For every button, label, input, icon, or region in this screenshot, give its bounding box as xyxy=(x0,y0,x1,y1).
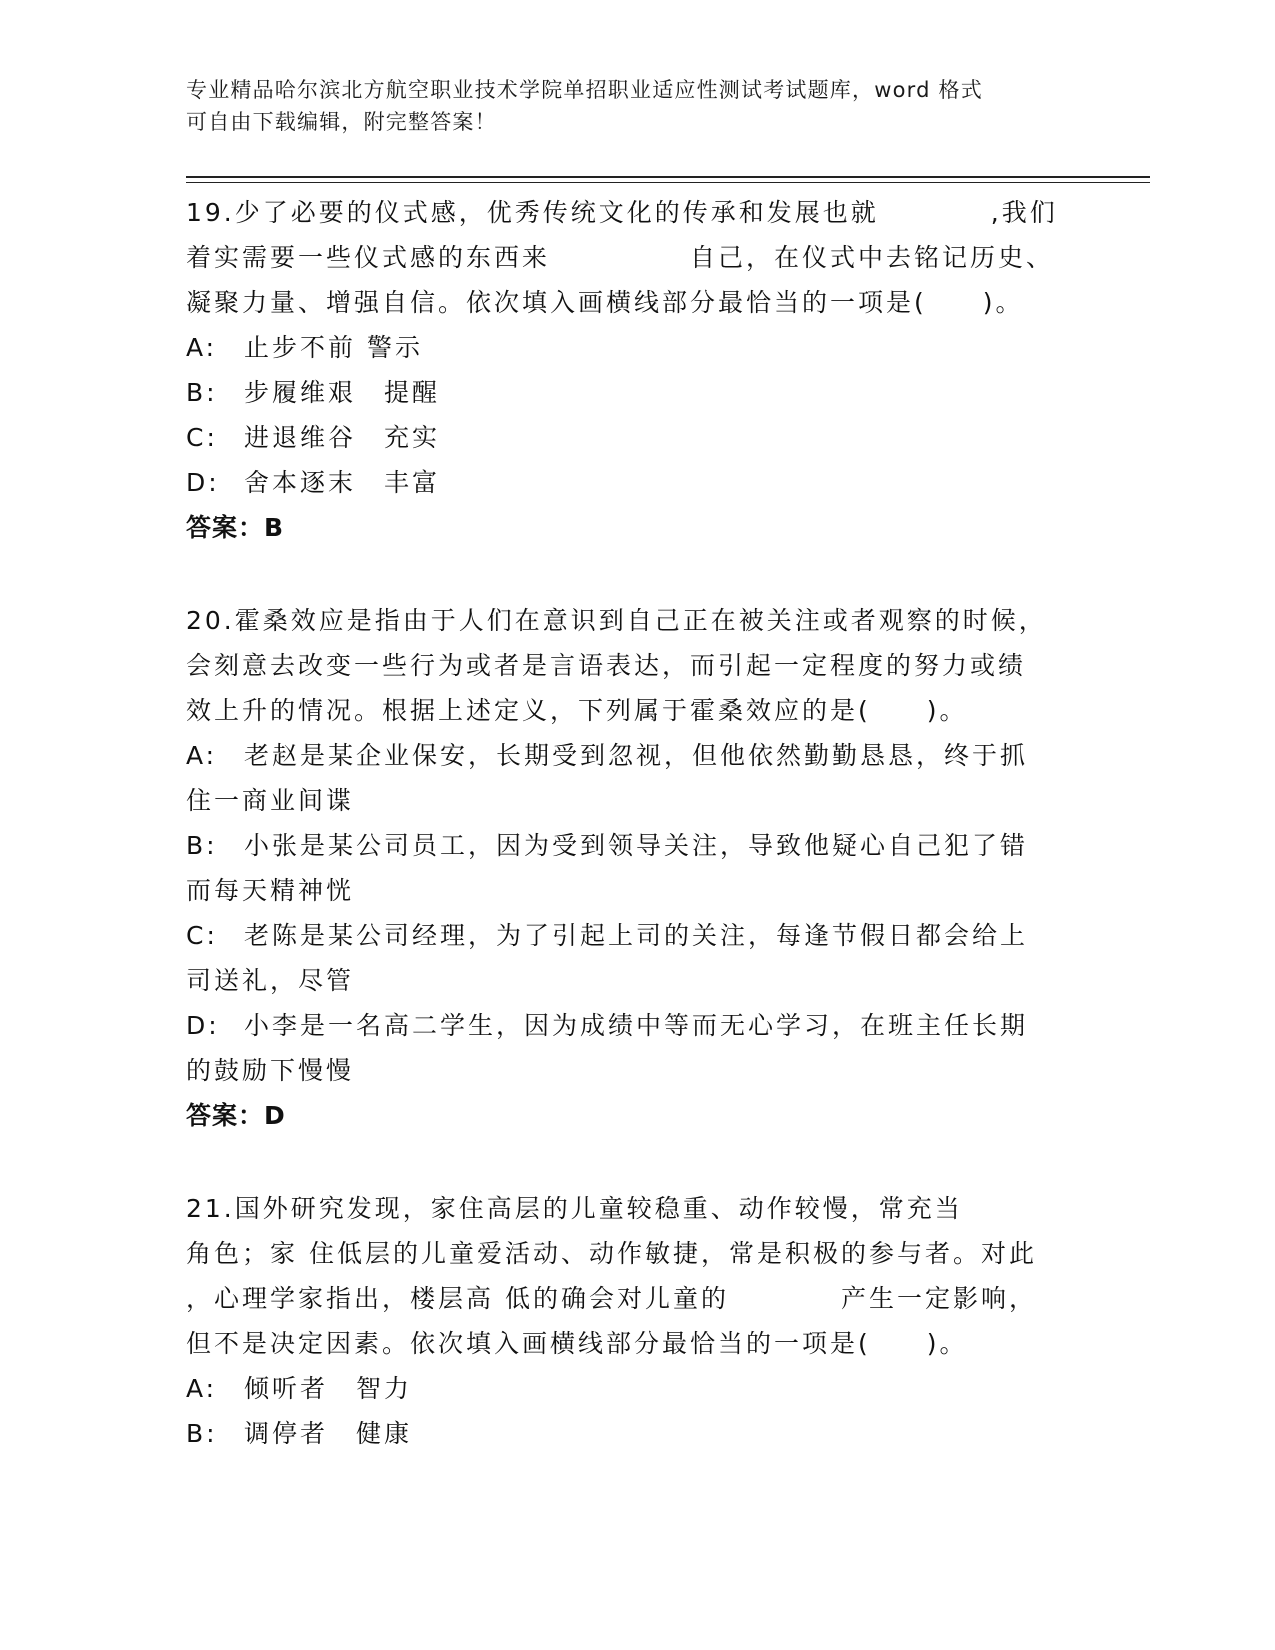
option-text: 止步不前 警示 xyxy=(244,333,423,362)
stem-line: 着实需要一些仪式感的东西来 自己，在仪式中去铭记历史、 xyxy=(186,243,1055,272)
option-b xyxy=(186,1411,1086,1456)
option-continuation: 的鼓励下慢慢 xyxy=(186,1056,355,1085)
stem-line: 角色；家 住低层的儿童爱活动、动作敏捷，常是积极的参与者。对此 xyxy=(186,1239,1037,1268)
question-stem xyxy=(186,190,1086,325)
option-c xyxy=(186,913,1086,958)
option-text: 小李是一名高二学生，因为成绩中等而无心学习，在班主任长期 xyxy=(244,1011,1029,1040)
question-21 xyxy=(186,1186,1086,1456)
option-d xyxy=(186,1003,1086,1048)
question-stem xyxy=(186,598,1086,733)
option-text: 小张是某公司员工，因为受到领导关注，导致他疑心自己犯了错 xyxy=(244,831,1029,860)
option-letter: C: xyxy=(186,921,218,950)
option-a xyxy=(186,325,1086,370)
stem-line: 20.霍桑效应是指由于人们在意识到自己正在被关注或者观察的时候， xyxy=(186,606,1047,635)
stem-line: 但不是决定因素。依次填入画横线部分最恰当的一项是( )。 xyxy=(186,1329,968,1358)
option-a xyxy=(186,733,1086,778)
option-b xyxy=(186,823,1086,868)
option-a xyxy=(186,1366,1086,1411)
option-b xyxy=(186,370,1086,415)
option-letter: A: xyxy=(186,333,218,362)
option-c xyxy=(186,415,1086,460)
option-text: 步履维艰 提醒 xyxy=(244,378,441,407)
question-list xyxy=(186,190,1086,1456)
option-continuation: 司送礼，尽管 xyxy=(186,966,355,995)
option-continuation: 住一商业间谍 xyxy=(186,786,355,815)
stem-line: ，心理学家指出，楼层高 低的确会对儿童的 产生一定影响， xyxy=(186,1284,1037,1313)
stem-line: 会刻意去改变一些行为或者是言语表达，而引起一定程度的努力或绩 xyxy=(186,651,1027,680)
option-letter: D: xyxy=(186,1011,220,1040)
question-stem xyxy=(186,1186,1086,1366)
answer-label: 答案：D xyxy=(186,1101,286,1130)
option-letter: D: xyxy=(186,468,220,497)
option-continuation: 而每天精神恍 xyxy=(186,876,355,905)
option-letter: B: xyxy=(186,1419,218,1448)
option-text: 倾听者 智力 xyxy=(244,1374,413,1403)
header-line-1: 专业精品哈尔滨北方航空职业技术学院单招职业适应性测试考试题库，word 格式 xyxy=(186,78,983,102)
option-text: 老赵是某企业保安，长期受到忽视，但他依然勤勤恳恳，终于抓 xyxy=(244,741,1029,770)
option-d xyxy=(186,460,1086,505)
option-letter: A: xyxy=(186,741,218,770)
option-letter: B: xyxy=(186,378,218,407)
stem-line: 凝聚力量、增强自信。依次填入画横线部分最恰当的一项是( )。 xyxy=(186,288,1024,317)
stem-line: 19.少了必要的仪式感，优秀传统文化的传承和发展也就 ,我们 xyxy=(186,198,1058,227)
option-letter: C: xyxy=(186,423,218,452)
stem-line: 效上升的情况。根据上述定义，下列属于霍桑效应的是( )。 xyxy=(186,696,968,725)
header-rule-thin xyxy=(186,182,1150,183)
option-text: 进退维谷 充实 xyxy=(244,423,441,452)
stem-line: 21.国外研究发现，家住高层的儿童较稳重、动作较慢，常充当 xyxy=(186,1194,963,1223)
question-20 xyxy=(186,598,1086,1138)
header-line-2: 可自由下载编辑，附完整答案！ xyxy=(186,110,497,134)
question-19 xyxy=(186,190,1086,550)
option-text: 调停者 健康 xyxy=(244,1419,413,1448)
option-text: 舍本逐末 丰富 xyxy=(244,468,441,497)
answer-label: 答案：B xyxy=(186,513,285,542)
document-header xyxy=(186,74,1066,138)
option-text: 老陈是某公司经理，为了引起上司的关注，每逢节假日都会给上 xyxy=(244,921,1029,950)
option-letter: A: xyxy=(186,1374,218,1403)
option-letter: B: xyxy=(186,831,218,860)
header-rule-thick xyxy=(186,176,1150,178)
